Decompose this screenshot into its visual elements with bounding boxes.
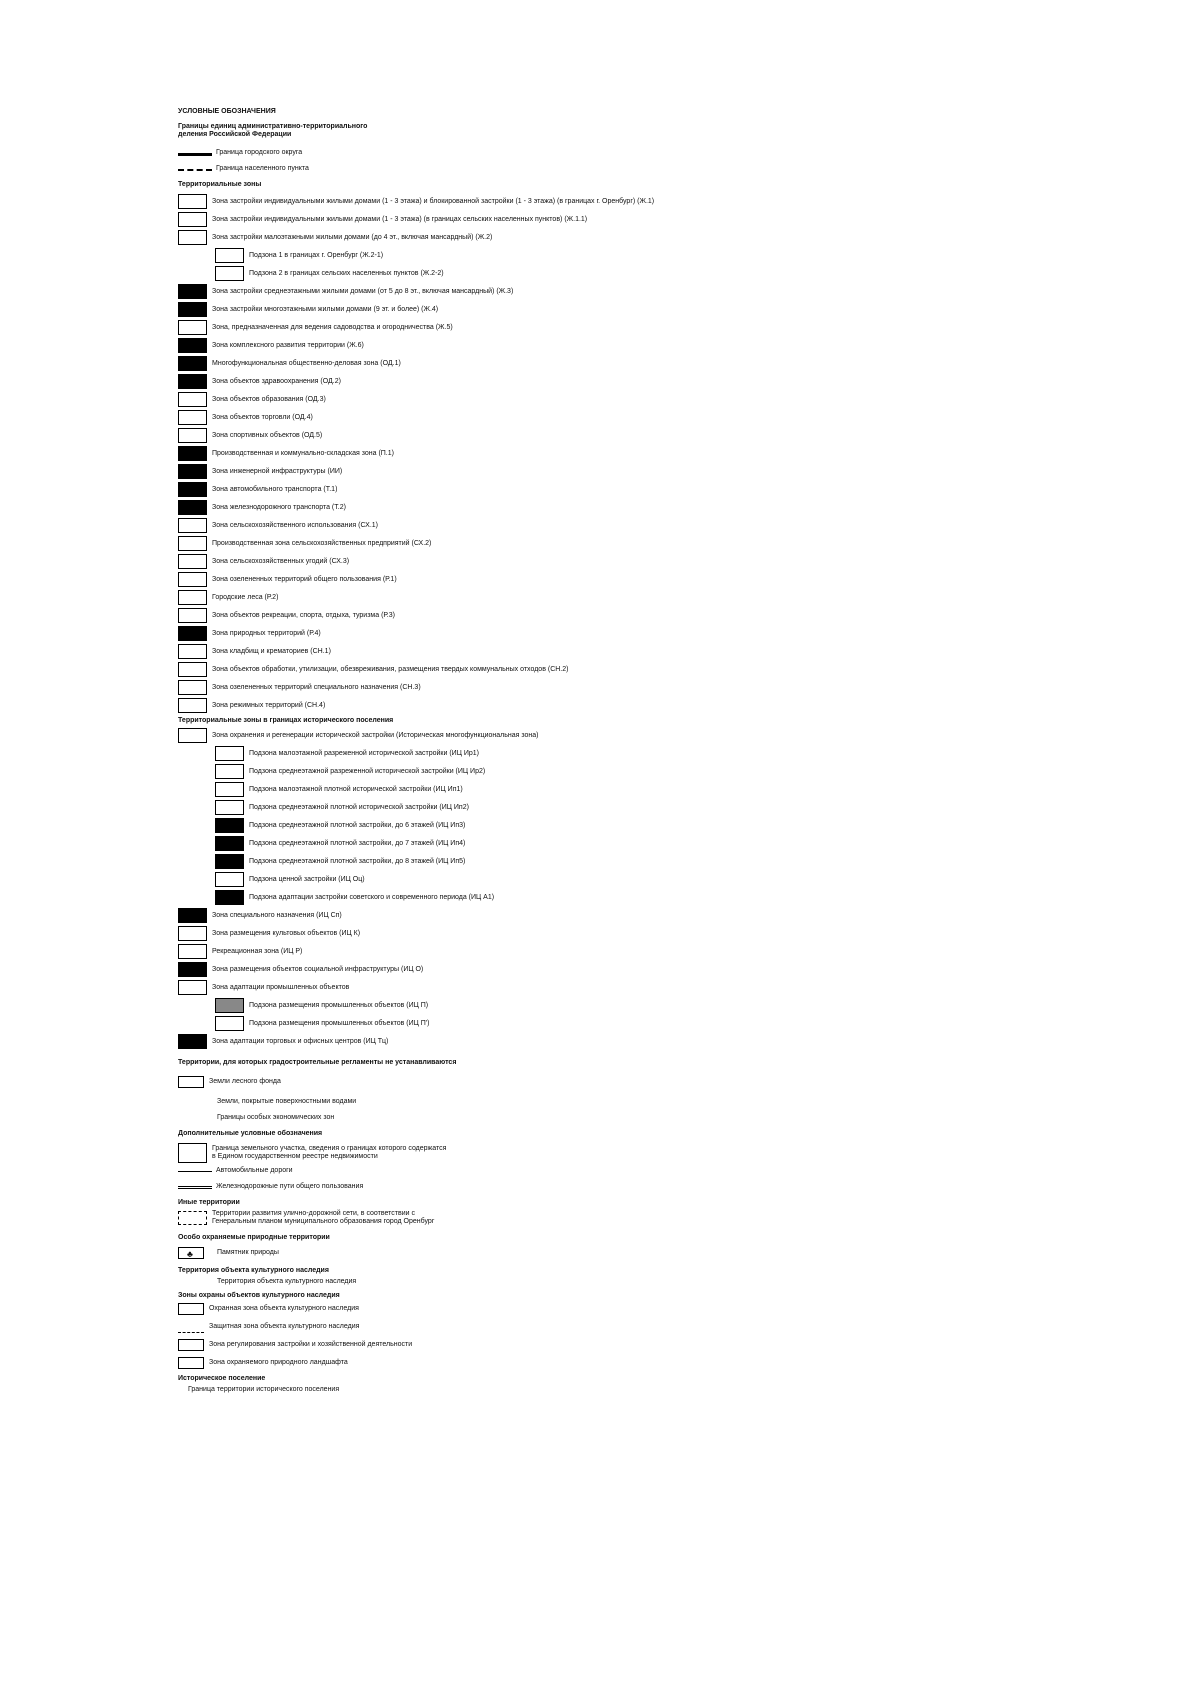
legend-label: Подзона малоэтажной плотной исторической застройки (ИЦ Ип1) [249, 785, 463, 793]
historic-heading: Территориальные зоны в границах исторического поселения [178, 717, 394, 724]
legend-row [178, 536, 678, 551]
zones-list [178, 194, 678, 713]
legend-row-nature-monument [178, 1247, 678, 1259]
legend-label: Зона комплексного развития территории (Ж.6) [212, 341, 364, 349]
legend-label: Зона застройки среднеэтажными жилыми домами (от 5 до 8 эт., включая мансардный) (Ж.3) [212, 287, 514, 295]
legend-swatch [178, 644, 207, 659]
legend-swatch [215, 1016, 244, 1031]
legend-row [178, 464, 678, 479]
legend-row [178, 392, 678, 407]
legend-row [178, 998, 678, 1013]
legend-row [178, 284, 678, 299]
legend-row [178, 518, 678, 533]
legend-row-okn-protect [178, 1303, 678, 1315]
legend-row [178, 446, 678, 461]
legend-label: Зона объектов обработки, утилизации, обезвреживания, размещения твердых коммунальных отходов (СН.2) [212, 665, 569, 673]
legend-label: Граница населенного пункта [216, 165, 309, 172]
legend-row [178, 854, 678, 869]
legend-swatch [178, 482, 207, 497]
legend-row [178, 728, 678, 743]
legend-row [178, 212, 678, 227]
legend-row-city-border [178, 149, 678, 157]
legend-label: Граница территории исторического поселения [188, 1386, 340, 1393]
legend-swatch [178, 926, 207, 941]
legend-swatch [215, 248, 244, 263]
extra-heading: Дополнительные условные обозначения [178, 1130, 323, 1137]
legend-row [178, 248, 678, 263]
legend-label: Рекреационная зона (ИЦ Р) [212, 947, 303, 955]
legend-label: Защитная зона объекта культурного наследия [209, 1323, 360, 1330]
historic-list [178, 728, 678, 1049]
legend-row [178, 926, 678, 941]
legend-swatch [215, 782, 244, 797]
okn-landscape-symbol [178, 1357, 204, 1369]
admin-heading: Границы единиц административно-территориального деления Российской Федерации [178, 123, 368, 138]
legend-label: Подзона среднеэтажной плотной застройки, до 6 этажей (ИЦ Ип3) [249, 821, 466, 829]
legend-label: Зона инженерной инфраструктуры (ИИ) [212, 467, 343, 475]
legend-row [178, 680, 678, 695]
street-network-symbol [178, 1211, 207, 1225]
legend-swatch [215, 998, 244, 1013]
legend-label: Охранная зона объекта культурного наследия [209, 1305, 359, 1312]
legend-swatch [178, 284, 207, 299]
legend-label: Железнодорожные пути общего пользования [216, 1183, 364, 1190]
legend-swatch [178, 572, 207, 587]
legend-label: Зона охранения и регенерации исторической застройки (Историческая многофункциональная зона) [212, 731, 539, 739]
legend-swatch [178, 908, 207, 923]
legend-swatch [215, 818, 244, 833]
legend-row-okn-regulation [178, 1339, 678, 1351]
forest-symbol [178, 1076, 204, 1088]
legend-row [178, 554, 678, 569]
legend-swatch [178, 728, 207, 743]
legend-swatch [178, 554, 207, 569]
legend-label: Зона объектов образования (ОД.3) [212, 395, 326, 403]
legend-swatch [178, 980, 207, 995]
legend-label: Подзона размещения промышленных объектов (ИЦ П) [249, 1001, 429, 1009]
legend-label: Подзона размещения промышленных объектов (ИЦ П') [249, 1019, 430, 1027]
legend-row [178, 698, 678, 713]
legend-label: Подзона адаптации застройки советского и современного периода (ИЦ А1) [249, 893, 495, 901]
legend-row [178, 230, 678, 245]
legend-swatch [178, 536, 207, 551]
legend-label: Подзона 2 в границах сельских населенных пунктов (Ж.2-2) [249, 269, 444, 277]
legend-row-okn-landscape [178, 1357, 678, 1369]
legend-swatch [178, 680, 207, 695]
okn-defense-symbol [178, 1321, 204, 1333]
legend-swatch [178, 944, 207, 959]
legend-swatch [178, 464, 207, 479]
legend-swatch [215, 764, 244, 779]
legend-label: Земли лесного фонда [209, 1078, 281, 1085]
legend-row [178, 890, 678, 905]
legend-label: Зона застройки малоэтажными жилыми домами (до 4 эт., включая мансардный) (Ж.2) [212, 233, 493, 241]
legend-label: Зона спортивных объектов (ОД.5) [212, 431, 323, 439]
legend-row-forest [178, 1076, 678, 1088]
legend-label: Территория объекта культурного наследия [217, 1278, 357, 1285]
legend-row [178, 746, 678, 761]
legend-label: Многофункциональная общественно-деловая зона (ОД.1) [212, 359, 401, 367]
legend-row [178, 800, 678, 815]
legend-row [178, 482, 678, 497]
legend-row [178, 500, 678, 515]
legend-label: Зона озелененных территорий общего пользования (Р.1) [212, 575, 397, 583]
legend-row [178, 626, 678, 641]
legend-swatch [215, 746, 244, 761]
legend-label: Зона автомобильного транспорта (Т.1) [212, 485, 338, 493]
legend-row-parcel [178, 1143, 678, 1163]
legend-row-sez [178, 1114, 678, 1122]
legend-swatch [178, 212, 207, 227]
legend-label: Зона охраняемого природного ландшафта [209, 1359, 348, 1366]
legend-row [178, 662, 678, 677]
legend-row-hist-settlement [178, 1386, 678, 1394]
legend-swatch [178, 392, 207, 407]
legend-label: Зона адаптации промышленных объектов [212, 983, 350, 991]
legend-swatch [178, 1034, 207, 1049]
okn-zones-heading: Зоны охраны объектов культурного наследия [178, 1292, 340, 1299]
legend-label: Подзона среднеэтажной плотной застройки, до 8 этажей (ИЦ Ип5) [249, 857, 466, 865]
legend-label: Производственная зона сельскохозяйственных предприятий (СХ.2) [212, 539, 432, 547]
legend-label: Зона застройки индивидуальными жилыми домами (1 - 3 этажа) (в границах сельских населенных пунктов) (Ж.1.1) [212, 215, 588, 223]
legend-row [178, 836, 678, 851]
legend-label: Зона регулирования застройки и хозяйственной деятельности [209, 1341, 413, 1348]
legend-swatch [178, 374, 207, 389]
okn-regulation-symbol [178, 1339, 204, 1351]
legend-swatch [178, 608, 207, 623]
legend-label: Подзона малоэтажной разреженной исторической застройки (ИЦ Ир1) [249, 749, 479, 757]
legend-swatch [178, 356, 207, 371]
legend-swatch [178, 962, 207, 977]
nature-monument-icon: ♣ [178, 1247, 204, 1259]
legend-row [178, 872, 678, 887]
legend-row [178, 590, 678, 605]
other-heading: Иные территории [178, 1199, 240, 1206]
legend-label: Зона объектов рекреации, спорта, отдыха, туризма (Р.3) [212, 611, 395, 619]
legend-row [178, 944, 678, 959]
legend-row [178, 266, 678, 281]
legend-label: Зона кладбищ и крематориев (СН.1) [212, 647, 331, 655]
legend-label: Городские леса (Р.2) [212, 593, 279, 601]
legend-label: Зона режимных территорий (СН.4) [212, 701, 326, 709]
legend-swatch [215, 266, 244, 281]
legend-label: Граница земельного участка, сведения о границах которого содержатся в Едином государственном реестре недвижимости [212, 1145, 447, 1160]
legend-label: Автомобильные дороги [216, 1167, 293, 1174]
legend-row-railway [178, 1183, 678, 1191]
legend-row [178, 410, 678, 425]
legend-row [178, 428, 678, 443]
legend-swatch [178, 446, 207, 461]
legend-label: Зона объектов здравоохранения (ОД.2) [212, 377, 341, 385]
legend-label: Зона адаптации торговых и офисных центров (ИЦ Тц) [212, 1037, 389, 1045]
legend-label: Зона размещения объектов социальной инфраструктуры (ИЦ О) [212, 965, 424, 973]
legend-label: Зона специального назначения (ИЦ Сп) [212, 911, 342, 919]
legend-swatch [178, 518, 207, 533]
legend-label: Граница городского округа [216, 149, 303, 156]
legend-swatch [178, 590, 207, 605]
legend-row [178, 962, 678, 977]
legend-row [178, 782, 678, 797]
legend-label: Зона размещения культовых объектов (ИЦ К) [212, 929, 361, 937]
legend-row [178, 608, 678, 623]
legend-swatch [178, 410, 207, 425]
legend-label: Подзона среднеэтажной разреженной исторической застройки (ИЦ Ир2) [249, 767, 486, 775]
legend-label: Производственная и коммунально-складская зона (П.1) [212, 449, 394, 457]
okn-heading: Территория объекта культурного наследия [178, 1267, 329, 1274]
legend-row-water [178, 1098, 678, 1106]
legend-row [178, 356, 678, 371]
legend-label: Зона природных территорий (Р.4) [212, 629, 321, 637]
legend-row [178, 338, 678, 353]
okn-protect-symbol [178, 1303, 204, 1315]
legend-swatch [215, 872, 244, 887]
legend-swatch [178, 230, 207, 245]
legend-swatch [178, 662, 207, 677]
legend-swatch [215, 800, 244, 815]
legend-swatch [178, 302, 207, 317]
legend-row [178, 194, 678, 209]
legend-label: Границы особых экономических зон [217, 1114, 335, 1121]
legend-label: Зона застройки индивидуальными жилыми домами (1 - 3 этажа) и блокированной застройки (1 - 3 этажа) (в границах г. Оренбург) (Ж.1) [212, 197, 655, 205]
legend-swatch [215, 890, 244, 905]
legend-label: Зона сельскохозяйственного использования (СХ.1) [212, 521, 378, 529]
legend-row [178, 980, 678, 995]
legend-row-settlement-border [178, 165, 678, 173]
legend-swatch [178, 338, 207, 353]
legend-label: Зона озелененных территорий специального назначения (СН.3) [212, 683, 421, 691]
legend-swatch [178, 698, 207, 713]
legend-swatch [215, 854, 244, 869]
settlement-border-symbol [178, 169, 212, 171]
legend-swatch [178, 320, 207, 335]
zones-heading: Территориальные зоны [178, 181, 262, 188]
legend-label: Территории развития улично-дорожной сети, в соответствии с Генеральным планом муниципального образования город Оренбург [212, 1210, 435, 1225]
legend-label: Зона сельскохозяйственных угодий (СХ.3) [212, 557, 350, 565]
legend-label: Подзона среднеэтажной плотной застройки, до 7 этажей (ИЦ Ип4) [249, 839, 466, 847]
legend-row [178, 644, 678, 659]
road-symbol [178, 1171, 212, 1172]
legend-label: Зона, предназначенная для ведения садоводства и огородничества (Ж.5) [212, 323, 453, 331]
legend [178, 108, 678, 1394]
legend-label: Земли, покрытые поверхностными водами [217, 1098, 357, 1105]
legend-row [178, 908, 678, 923]
legend-row [178, 320, 678, 335]
legend-label: Зона застройки многоэтажными жилыми домами (9 эт. и более) (Ж.4) [212, 305, 439, 313]
legend-row-roads [178, 1167, 678, 1175]
parcel-symbol [178, 1143, 207, 1163]
legend-row-okn [178, 1278, 678, 1286]
legend-row [178, 302, 678, 317]
legend-label: Подзона среднеэтажной плотной исторической застройки (ИЦ Ип2) [249, 803, 469, 811]
legend-row-street-network [178, 1210, 678, 1226]
legend-label: Подзона 1 в границах г. Оренбург (Ж.2-1) [249, 251, 384, 259]
legend-label: Зона железнодорожного транспорта (Т.2) [212, 503, 346, 511]
legend-row [178, 764, 678, 779]
legend-title: УСЛОВНЫЕ ОБОЗНАЧЕНИЯ [178, 108, 276, 115]
legend-label: Памятник природы [217, 1249, 279, 1256]
legend-row [178, 1034, 678, 1049]
legend-label: Подзона ценной застройки (ИЦ Оц) [249, 875, 365, 883]
city-border-symbol [178, 153, 212, 156]
legend-swatch [215, 836, 244, 851]
legend-row [178, 818, 678, 833]
legend-label: Зона объектов торговли (ОД.4) [212, 413, 313, 421]
railway-symbol [178, 1186, 212, 1189]
legend-row [178, 572, 678, 587]
legend-swatch [178, 500, 207, 515]
legend-swatch [178, 428, 207, 443]
noreg-heading: Территории, для которых градостроительные регламенты не устанавливаются [178, 1059, 457, 1066]
legend-swatch [178, 626, 207, 641]
legend-swatch [178, 194, 207, 209]
legend-row [178, 374, 678, 389]
legend-row-okn-defense [178, 1321, 678, 1333]
legend-row [178, 1016, 678, 1031]
oopt-heading: Особо охраняемые природные территории [178, 1234, 330, 1241]
hist-settlement-heading: Историческое поселение [178, 1375, 266, 1382]
